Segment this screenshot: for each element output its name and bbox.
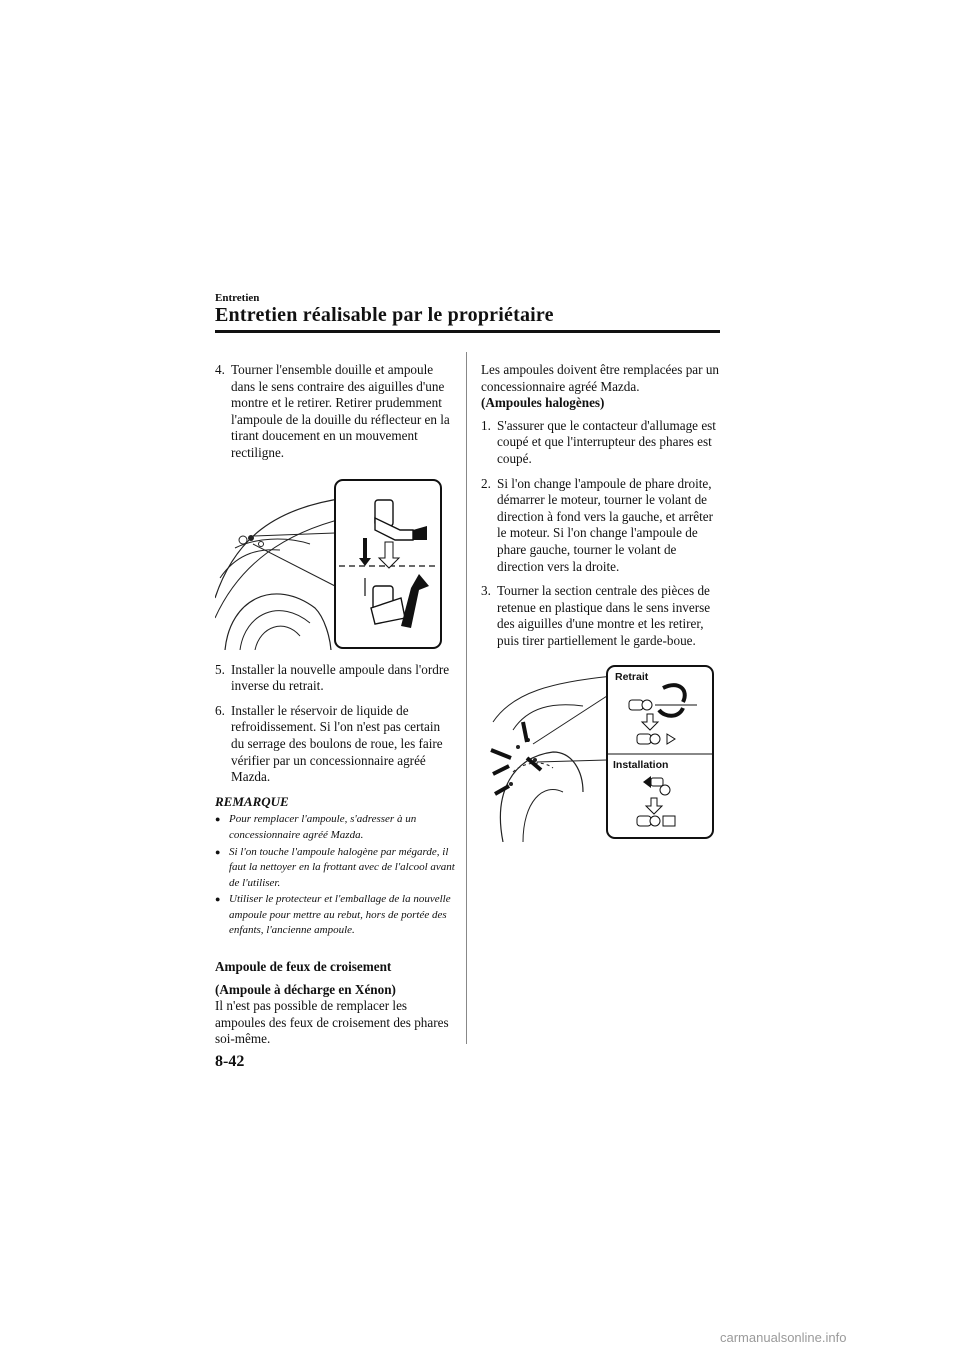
bullet-icon: ● [215,894,221,905]
step-text: Installer la nouvelle ampoule dans l'ordre inverse du retrait. [231,661,450,694]
step-number: 3. [481,583,491,599]
step-text: Installer le réservoir de liquide de refroidissement. Si l'on n'est pas certain du serrage des boulons de roue, les faire vérifier par un concessionnaire agréé Mazda. [231,702,443,785]
remarque-text: Si l'on touche l'ampoule halogène par mégarde, il faut la nettoyer en la frottant avec de l'alcool avant de l'utiliser. [229,845,455,889]
watermark: carmanualsonline.info [720,1330,847,1345]
remarque-title: REMARQUE [215,793,289,809]
step-number: 4. [215,362,225,377]
low-beam-heading: Ampoule de feux de croisement [215,959,392,975]
step-5 [215,662,455,695]
step-number: 5. [215,661,225,677]
xenon-heading: (Ampoule à décharge en Xénon) [215,981,396,997]
remarque-list [215,812,455,939]
remarque-item [215,892,455,939]
headlight-bulb-removal-illustration [215,478,443,650]
fender-clip-illustration [483,662,715,842]
step-3 [481,583,721,649]
remarque-item [215,845,455,892]
step-1 [481,418,721,468]
intro-text: Les ampoules doivent être remplacées par un concessionnaire agréé Mazda. [481,362,720,394]
step-number: 2. [481,475,491,491]
remarque-text: Utiliser le protecteur et l'emballage de la nouvelle ampoule pour mettre au rebut, hors de portée des enfants, l'ancienne ampoule. [229,893,451,937]
bullet-icon: ● [215,846,221,857]
remarque-item [215,812,455,843]
step-number: 6. [215,702,225,718]
page-title: Entretien réalisable par le propriétaire [215,304,554,326]
page-number: 8-42 [215,1053,245,1070]
step-text: Tourner la section centrale des pièces de retenue en plastique dans le sens inverse des aiguilles d'une montre et les retirer, puis tirer partiellement le garde-boue. [497,583,711,648]
xenon-text: Il n'est pas possible de remplacer les ampoules des feux de croisement des phares soi-même. [215,998,449,1047]
step-2 [481,476,721,576]
right-column [481,362,721,842]
column-divider [466,352,467,1044]
step-text: Tourner l'ensemble douille et ampoule dans le sens contraire des aiguilles d'une montre et le retirer. Retirer prudemment l'ampoule de la douille du réflecteur en la tirant doucement en un mouvement rectiligne. [231,362,450,460]
step-number: 1. [481,417,491,433]
halogen-heading: (Ampoules halogènes) [481,395,605,411]
title-rule [215,330,720,333]
remarque-text: Pour remplacer l'ampoule, s'adresser à un concessionnaire agréé Mazda. [229,813,417,841]
installation-label: Installation [613,758,669,771]
retrait-label: Retrait [615,670,649,683]
step-4 [215,362,455,462]
step-6 [215,703,455,786]
step-text: S'assurer que le contacteur d'allumage est coupé et que l'interrupteur des phares est coupé. [497,417,716,466]
step-text: Si l'on change l'ampoule de phare droite, démarrer le moteur, tourner le volant de direction à fond vers la gauche, et arrêter le moteur. Si l'on change l'ampoule de phare gauche, tourner le volant de direction vers la droite. [497,475,714,574]
section-label: Entretien [215,292,260,304]
bullet-icon: ● [215,814,221,825]
left-column [215,362,455,1048]
